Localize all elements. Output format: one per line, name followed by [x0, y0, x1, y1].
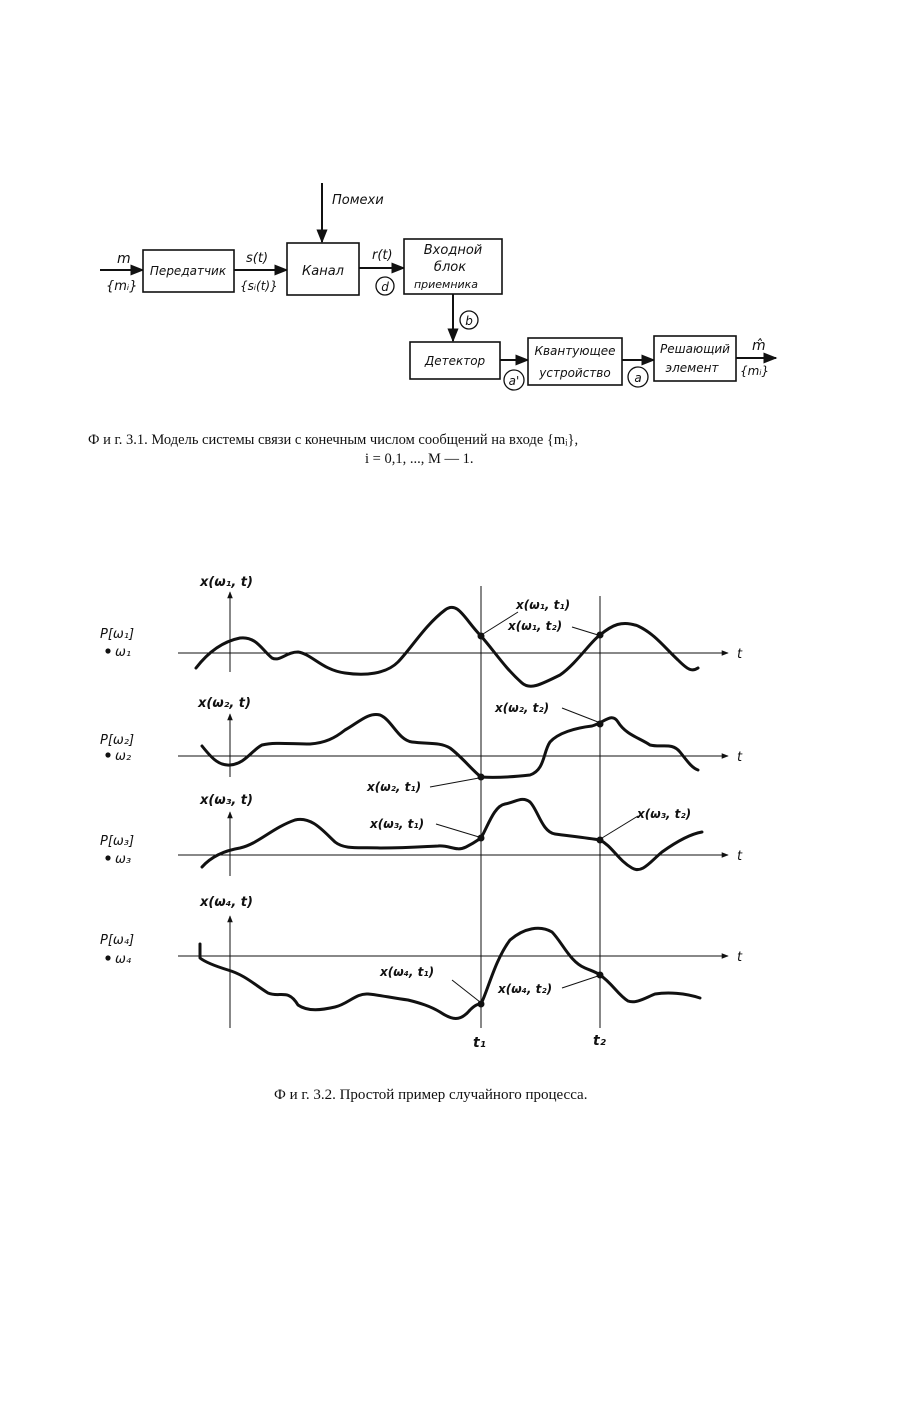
- front-end-line1: Входной: [423, 243, 483, 258]
- transmitter-label: Передатчик: [149, 264, 227, 278]
- point-a-prime-label: a': [508, 374, 520, 388]
- sample-path-3: [100, 793, 743, 876]
- sample-path-2: [100, 696, 743, 794]
- row2-point-t1: [478, 774, 485, 781]
- row2-ann-t1-leader: [430, 778, 479, 787]
- t1-label: t₁: [473, 1035, 486, 1051]
- row3-ann-t1: x(ω₃, t₁): [370, 817, 425, 831]
- row1-outcome-dot: [105, 648, 110, 653]
- row1-ann-t1: x(ω₁, t₁): [516, 598, 571, 612]
- row1-ann-t2: x(ω₁, t₂): [508, 619, 563, 633]
- input-set-label: {mᵢ}: [106, 279, 138, 294]
- row2-axis-label: x(ω₂, t): [198, 696, 251, 711]
- row4-t-label: t: [737, 950, 743, 965]
- row4-ann-t2: x(ω₄, t₂): [498, 982, 553, 996]
- sample-path-1: [100, 575, 743, 686]
- row2-ann-t2: x(ω₂, t₂): [495, 701, 550, 715]
- row4-point-t2: [597, 972, 604, 979]
- row3-t-label: t: [737, 849, 743, 864]
- row4-outcome-dot: [105, 955, 110, 960]
- row1-axis-label: x(ω₁, t): [200, 575, 253, 590]
- row4-ann-t1: x(ω₄, t₁): [380, 965, 435, 979]
- row2-outcome-dot: [105, 752, 110, 757]
- sample-path-4: [100, 895, 743, 1028]
- row4-ann-t1-leader: [452, 980, 480, 1002]
- random-process-figure: [100, 575, 743, 1051]
- noise-label: Помехи: [332, 193, 384, 208]
- row1-waveform: [196, 607, 698, 686]
- row4-ann-t2-leader: [562, 976, 598, 988]
- row4-probability: P[ω₄]: [100, 933, 135, 948]
- quantizer-line2: устройство: [539, 366, 611, 380]
- row2-waveform: [202, 714, 698, 777]
- output-set-label: {mᵢ}: [740, 364, 770, 378]
- signal-set-label: {sᵢ(t)}: [240, 279, 278, 293]
- figure-3-1-caption: Ф и г. 3.1. Модель системы связи с конечным числом сообщений на входе {mᵢ},: [88, 432, 579, 448]
- row3-point-t1: [478, 835, 485, 842]
- figure-3-1-caption-line2: i = 0,1, ..., M — 1.: [365, 451, 474, 467]
- row2-probability: P[ω₂]: [100, 733, 135, 748]
- received-label: r(t): [372, 248, 393, 263]
- decision-line2: элемент: [665, 361, 719, 375]
- point-d-label: d: [381, 280, 389, 294]
- row1-ann-t2-leader: [572, 627, 598, 635]
- row1-probability: P[ω₁]: [100, 627, 135, 642]
- input-label: m: [117, 251, 131, 267]
- block-diagram: [100, 183, 776, 390]
- front-end-line3: приемника: [413, 278, 479, 291]
- row4-axis-label: x(ω₄, t): [200, 895, 253, 910]
- row4-outcome: ω₄: [115, 952, 132, 967]
- row3-ann-t2: x(ω₃, t₂): [637, 807, 692, 821]
- point-b-label: b: [465, 314, 473, 328]
- row2-outcome: ω₂: [115, 749, 132, 764]
- point-a-label: a: [634, 371, 642, 385]
- output-label: m̂: [752, 338, 766, 354]
- figure-3-2-caption: Ф и г. 3.2. Простой пример случайного процесса.: [274, 1087, 588, 1103]
- row3-outcome-dot: [105, 855, 110, 860]
- row3-ann-t2-leader: [602, 816, 638, 838]
- detector-label: Детектор: [424, 354, 486, 368]
- row1-outcome: ω₁: [115, 645, 132, 660]
- signal-label: s(t): [246, 251, 269, 266]
- row4-waveform: [200, 928, 700, 1018]
- row1-t-label: t: [737, 647, 743, 662]
- row4-point-t1: [478, 1001, 485, 1008]
- front-end-line2: блок: [433, 260, 467, 275]
- row3-ann-t1-leader: [436, 824, 479, 837]
- row2-ann-t2-leader: [562, 708, 598, 722]
- t2-label: t₂: [593, 1033, 606, 1049]
- row3-waveform: [202, 799, 702, 869]
- channel-label: Канал: [302, 264, 344, 279]
- row2-ann-t1: x(ω₂, t₁): [367, 780, 422, 794]
- row3-axis-label: x(ω₃, t): [200, 793, 253, 808]
- row3-outcome: ω₃: [115, 852, 132, 867]
- quantizer-line1: Квантующее: [534, 344, 616, 358]
- decision-line1: Решающий: [660, 342, 730, 356]
- row2-t-label: t: [737, 750, 743, 765]
- row3-probability: P[ω₃]: [100, 834, 135, 849]
